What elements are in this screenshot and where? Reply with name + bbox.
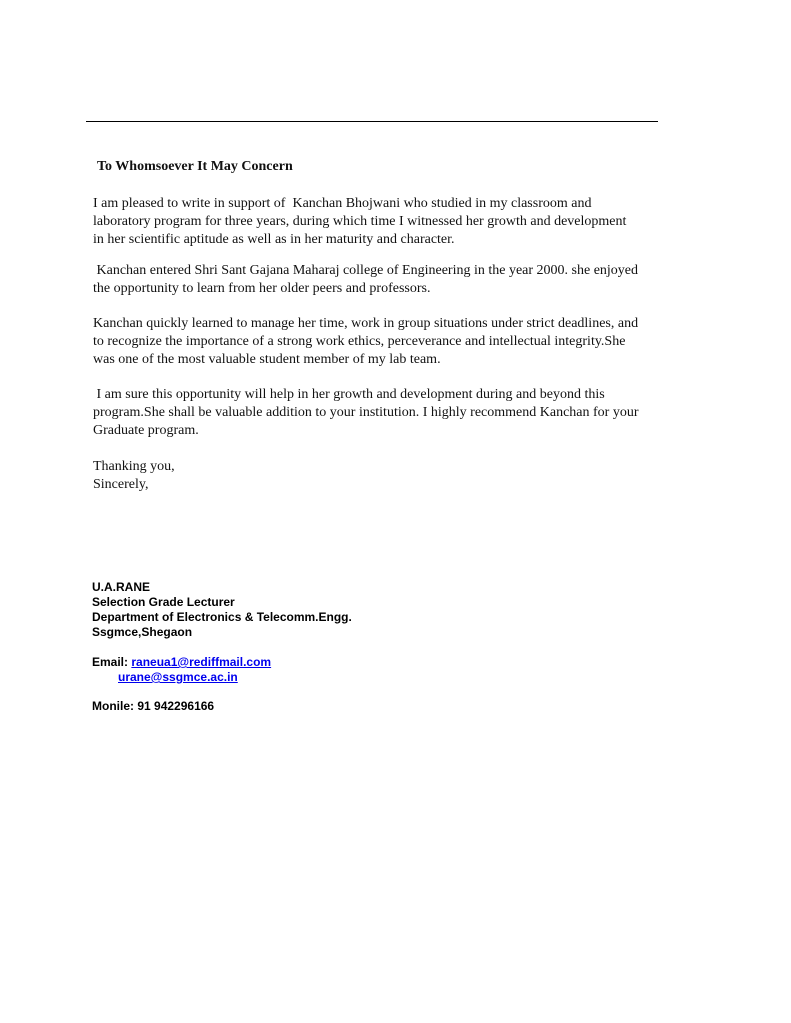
paragraph-line: in her scientific aptitude as well as in her maturity and character.	[93, 232, 455, 247]
closing	[93, 458, 703, 494]
paragraph-2	[93, 262, 703, 298]
closing-thanks: Thanking you,	[93, 459, 175, 474]
paragraph-line: Graduate program.	[93, 423, 199, 438]
paragraph-line: I am sure this opportunity will help in her growth and development during and beyond this	[93, 387, 605, 402]
mobile-number: 91 942296166	[137, 699, 215, 713]
email-link-primary[interactable]: raneua1@rediffmail.com	[131, 655, 272, 669]
header-rule	[86, 121, 658, 122]
paragraph-4	[93, 386, 703, 440]
email-label: Email:	[92, 655, 129, 669]
letter-heading: To Whomsoever It May Concern	[97, 159, 293, 174]
closing-sincerely: Sincerely,	[93, 477, 149, 492]
signer-name: U.A.RANE	[92, 580, 151, 594]
paragraph-line: the opportunity to learn from her older peers and professors.	[93, 281, 431, 296]
email-link-secondary[interactable]: urane@ssgmce.ac.in	[118, 670, 238, 684]
paragraph-line: Kanchan entered Shri Sant Gajana Maharaj college of Engineering in the year 2000. she enjoyed	[93, 263, 639, 278]
paragraph-line: was one of the most valuable student member of my lab team.	[93, 352, 441, 367]
paragraph-line: laboratory program for three years, during which time I witnessed her growth and development	[93, 214, 627, 229]
paragraph-3	[93, 315, 703, 369]
paragraph-line: to recognize the importance of a strong work ethics, perceverance and intellectual integrity.She	[93, 334, 626, 349]
email-row	[92, 655, 271, 670]
paragraph-line: Kanchan quickly learned to manage her time, work in group situations under strict deadlines, and	[93, 316, 639, 331]
paragraph-1	[93, 195, 703, 249]
signer-institution: Ssgmce,Shegaon	[92, 625, 193, 639]
signature-block	[92, 580, 352, 640]
contact-block	[92, 655, 271, 685]
email-row-secondary	[92, 670, 271, 685]
mobile-row	[92, 699, 214, 714]
signer-department: Department of Electronics & Telecomm.Engg.	[92, 610, 352, 624]
mobile-label: Monile:	[92, 699, 134, 713]
signer-designation: Selection Grade Lecturer	[92, 595, 235, 609]
paragraph-line: I am pleased to write in support of Kanchan Bhojwani who studied in my classroom and	[93, 196, 592, 211]
paragraph-line: program.She shall be valuable addition to your institution. I highly recommend Kanchan for your	[93, 405, 639, 420]
